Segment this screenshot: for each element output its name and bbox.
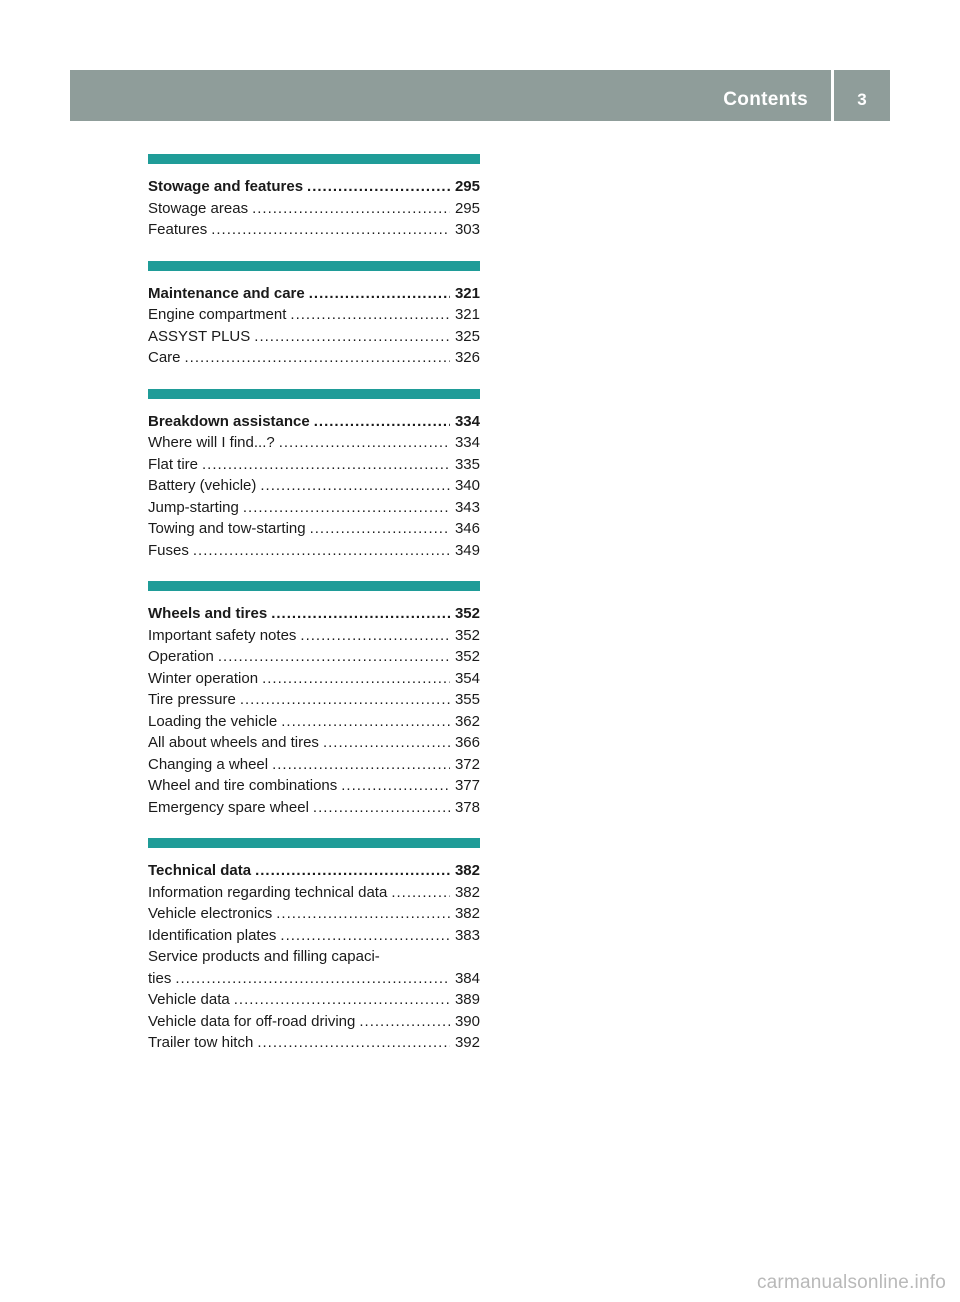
toc-entry[interactable] xyxy=(148,882,480,904)
toc-entry-label: Emergency spare wheel xyxy=(148,798,309,816)
toc-entry-page: 378 xyxy=(454,798,480,816)
dot-leader xyxy=(252,198,450,220)
toc-entry-page: 334 xyxy=(454,434,480,451)
dot-leader xyxy=(175,968,450,990)
toc-section xyxy=(148,838,480,1074)
toc-entry-label: Features xyxy=(148,221,208,238)
section-divider xyxy=(148,154,480,164)
dot-leader xyxy=(307,176,450,198)
toc-entry-page: 335 xyxy=(454,455,480,473)
dot-leader xyxy=(240,689,450,711)
section-entries xyxy=(148,164,480,261)
toc-entry-label: Operation xyxy=(148,648,214,665)
section-heading[interactable] xyxy=(148,860,480,882)
toc-entry-page: 390 xyxy=(454,1012,480,1030)
toc-entry-page: 382 xyxy=(454,883,480,901)
toc-entry[interactable] xyxy=(148,625,480,647)
toc-entry[interactable] xyxy=(148,646,480,668)
section-heading[interactable] xyxy=(148,283,480,305)
section-divider xyxy=(148,838,480,848)
dot-leader xyxy=(202,454,450,476)
section-heading[interactable] xyxy=(148,603,480,625)
section-heading-label: Maintenance and care xyxy=(148,284,305,302)
toc-entry-label: ASSYST PLUS xyxy=(148,327,251,345)
dot-leader xyxy=(185,347,450,369)
toc-entry[interactable] xyxy=(148,775,480,797)
toc-entry-label: Engine compartment xyxy=(148,306,287,323)
toc-entry[interactable] xyxy=(148,454,480,476)
dot-leader xyxy=(359,1011,450,1033)
toc-entry-label: Vehicle electronics xyxy=(148,905,273,922)
header-bar xyxy=(70,70,890,121)
toc-entry[interactable] xyxy=(148,432,480,454)
section-entries xyxy=(148,399,480,582)
toc-entry[interactable] xyxy=(148,1011,480,1033)
toc-entry-page: 346 xyxy=(454,520,480,537)
dot-leader xyxy=(211,219,450,241)
toc-entry-page: 352 xyxy=(454,626,480,644)
toc-entry[interactable] xyxy=(148,925,480,947)
toc-entry-label: Tire pressure xyxy=(148,691,236,708)
dot-leader xyxy=(271,603,450,625)
section-entries xyxy=(148,271,480,389)
section-divider xyxy=(148,261,480,271)
toc-entry[interactable] xyxy=(148,1032,480,1054)
page-title: Contents xyxy=(723,89,808,110)
section-heading-label: Stowage and features xyxy=(148,178,304,195)
toc-entry-label: Service products and filling capaci- xyxy=(148,948,380,965)
toc-entry-label: Loading the vehicle xyxy=(148,712,278,730)
section-entries xyxy=(148,591,480,838)
toc-entry-page: 362 xyxy=(454,712,480,730)
toc-entry-page: 340 xyxy=(454,477,480,494)
toc-section xyxy=(148,581,480,838)
toc-entry-label: Fuses xyxy=(148,541,189,559)
toc-entry[interactable] xyxy=(148,347,480,369)
dot-leader xyxy=(279,432,450,454)
toc-entry-label: Vehicle data xyxy=(148,991,230,1008)
section-heading[interactable] xyxy=(148,176,480,198)
section-heading-page: 295 xyxy=(454,178,480,195)
toc-entry[interactable] xyxy=(148,946,480,968)
toc-entry-page: 321 xyxy=(454,306,480,323)
toc-entry-label: Battery (vehicle) xyxy=(148,477,257,494)
toc-entry-label: Identification plates xyxy=(148,926,277,944)
section-divider xyxy=(148,389,480,399)
dot-leader xyxy=(290,304,450,326)
toc-entry[interactable] xyxy=(148,475,480,497)
toc-entry[interactable] xyxy=(148,198,480,220)
toc-entry-label: Flat tire xyxy=(148,455,199,473)
toc-entry-page: 383 xyxy=(454,926,480,944)
dot-leader xyxy=(255,860,450,882)
toc-entry-page: 382 xyxy=(454,905,480,922)
section-heading-page: 382 xyxy=(454,862,480,879)
toc-entry-label: All about wheels and tires xyxy=(148,734,319,751)
section-heading-page: 334 xyxy=(454,412,480,430)
toc-entry-label: Winter operation xyxy=(148,669,259,687)
toc-entry-page: 352 xyxy=(454,648,480,665)
dot-leader xyxy=(257,1032,450,1054)
toc-entry[interactable] xyxy=(148,689,480,711)
watermark: carmanualsonline.info xyxy=(756,1272,946,1293)
section-heading[interactable] xyxy=(148,411,480,433)
dot-leader xyxy=(218,646,450,668)
dot-leader xyxy=(276,903,450,925)
toc-entry[interactable] xyxy=(148,219,480,241)
toc-entry-page: 349 xyxy=(454,541,480,559)
toc-entry-page: 355 xyxy=(454,691,480,708)
toc-entry-page: 343 xyxy=(454,498,480,516)
dot-leader xyxy=(280,925,450,947)
dot-leader xyxy=(310,518,450,540)
section-heading-page: 321 xyxy=(454,284,480,302)
dot-leader xyxy=(314,411,450,433)
dot-leader xyxy=(323,732,450,754)
toc-entry-label: Wheel and tire combinations xyxy=(148,777,338,794)
toc-entry-continued-label: ties xyxy=(148,969,172,987)
dot-leader xyxy=(391,882,450,904)
toc-entry[interactable] xyxy=(148,304,480,326)
section-heading-label: Breakdown assistance xyxy=(148,412,310,430)
toc-entry-page: 366 xyxy=(454,734,480,751)
dot-leader xyxy=(234,989,450,1011)
toc-entry-label: Vehicle data for off-road driving xyxy=(148,1012,356,1030)
dot-leader xyxy=(281,711,450,733)
toc-entry-label: Care xyxy=(148,349,181,366)
toc-entry-label: Changing a wheel xyxy=(148,755,269,773)
dot-leader xyxy=(243,497,450,519)
dot-leader xyxy=(300,625,450,647)
toc-entry-continued[interactable] xyxy=(148,968,480,990)
toc-entry[interactable] xyxy=(148,540,480,562)
toc-entry-label: Towing and tow-starting xyxy=(148,520,306,537)
toc-section xyxy=(148,261,480,389)
dot-leader xyxy=(254,326,450,348)
toc-entry-label: Jump-starting xyxy=(148,498,239,516)
toc-section xyxy=(148,154,480,261)
toc-entry-label: Where will I find...? xyxy=(148,434,275,451)
toc-entry-page: 389 xyxy=(454,991,480,1008)
dot-leader xyxy=(193,540,450,562)
dot-leader xyxy=(341,775,450,797)
section-heading-label: Wheels and tires xyxy=(148,605,268,622)
toc-entry[interactable] xyxy=(148,518,480,540)
toc-entry[interactable] xyxy=(148,668,480,690)
toc-entry[interactable] xyxy=(148,497,480,519)
toc-entry[interactable] xyxy=(148,989,480,1011)
dot-leader xyxy=(309,283,450,305)
toc-entry-continued-page: 384 xyxy=(454,969,480,987)
toc-entry-page: 325 xyxy=(454,327,480,345)
page-number: 3 xyxy=(857,90,867,109)
toc-section xyxy=(148,389,480,582)
toc-entry-label: Stowage areas xyxy=(148,199,249,217)
dot-leader xyxy=(262,668,450,690)
toc-entry-page: 392 xyxy=(454,1034,480,1051)
table-of-contents xyxy=(148,154,480,1074)
toc-entry[interactable] xyxy=(148,754,480,776)
toc-entry-label: Trailer tow hitch xyxy=(148,1034,254,1051)
dot-leader xyxy=(272,754,450,776)
toc-entry[interactable] xyxy=(148,711,480,733)
section-entries xyxy=(148,848,480,1074)
toc-entry-label: Important safety notes xyxy=(148,626,297,644)
toc-entry-page: 303 xyxy=(454,221,480,238)
toc-entry[interactable] xyxy=(148,326,480,348)
toc-entry-page: 372 xyxy=(454,755,480,773)
toc-entry[interactable] xyxy=(148,732,480,754)
section-heading-page: 352 xyxy=(454,605,480,622)
section-divider xyxy=(148,581,480,591)
toc-entry[interactable] xyxy=(148,797,480,819)
dot-leader xyxy=(313,797,450,819)
toc-entry-page: 295 xyxy=(454,199,480,217)
dot-leader xyxy=(260,475,450,497)
toc-entry-label: Information regarding technical data xyxy=(148,883,388,901)
toc-entry-page: 326 xyxy=(454,349,480,366)
toc-entry-page: 377 xyxy=(454,777,480,794)
section-heading-label: Technical data xyxy=(148,862,252,879)
toc-entry-page: 354 xyxy=(454,669,480,687)
toc-entry[interactable] xyxy=(148,903,480,925)
